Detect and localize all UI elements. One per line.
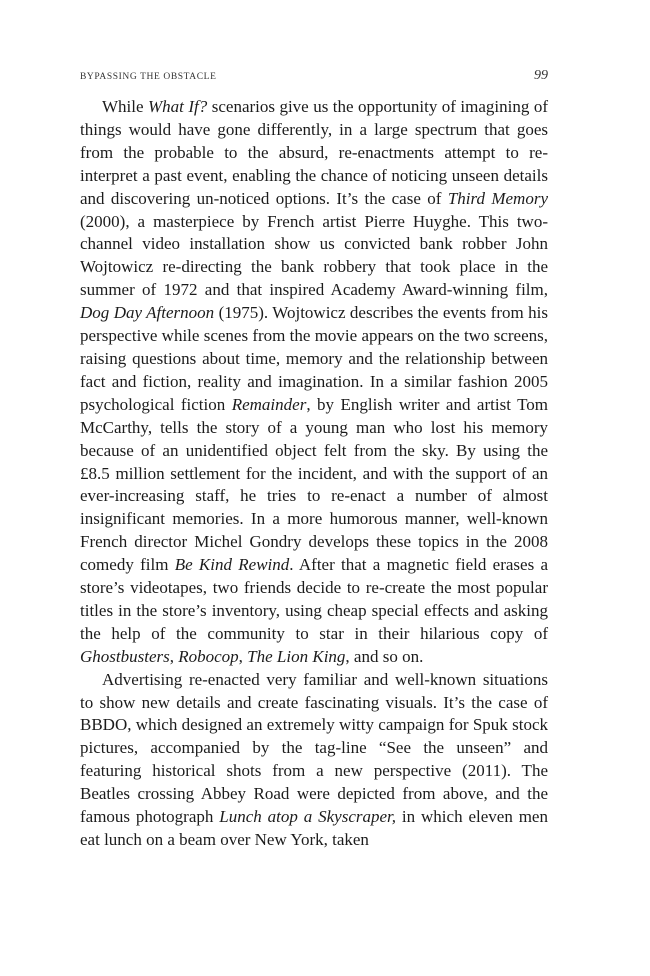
italic-title-run: Remainder	[231, 394, 307, 414]
italic-title-run: Ghostbusters	[80, 646, 170, 666]
italic-title-run: Robocop	[178, 646, 239, 666]
paragraph-1	[80, 96, 548, 669]
text-run: Advertising re-enacted very familiar and well-known situations to show new details and create fascinating visuals. It’s the case of BBDO, which designed an extremely witty campaign for Spuk stock pictures, accompanied by the tag-line “See the unseen” and featuring historical shots from a new perspective (2011). The Beatles crossing Abbey Road were depicted from above, and the famous photograph	[80, 669, 548, 827]
text-run: ,	[169, 646, 179, 666]
page-number: 99	[534, 68, 548, 83]
text-run: . After that a magnetic field erases a store’s videotapes, two friends decide to re-create the most popular titles in the store’s inventory, using cheap special effects and asking the help of the community to star in their hilarious copy of	[80, 555, 549, 643]
body-text	[80, 96, 548, 852]
text-run: While	[102, 97, 149, 116]
running-title: BYPASSING THE OBSTACLE	[80, 72, 217, 82]
italic-title-run: The Lion King	[247, 646, 346, 666]
text-run: , by English writer and artist Tom McCarthy, tells the story of a young man who lost his memory because of an unidentified object felt from the sky. By using the £8.5 million settlement for the incident, and with the support of an ever-increasing staff, he tries to re-enact a number of almost insignificant memories. In a more humorous manner, well-known French director Michel Gondry develops these topics in the 2008 comedy film	[80, 394, 548, 575]
text-run: (2000), a masterpiece by French artist Pierre Huyghe. This two-channel video installation show us convicted bank robber John Wojtowicz re-directing the bank robbery that took place in the summer of 1972 and that inspired Academy Award-winning film,	[80, 211, 548, 300]
paragraph-2	[80, 669, 548, 852]
italic-title-run: Lunch atop a Skyscraper,	[219, 807, 397, 827]
italic-title-run: Third Memory	[447, 188, 548, 208]
text-run: scenarios give us the opportunity of imagining of things would have gone differently, in a large spectrum that goes from the probable to the absurd, re-enactments attempt to re-interpret a past event, enabling the chance of noticing unseen details and discovering un-noticed options. It’s the case of	[80, 97, 548, 208]
text-run: ,	[238, 646, 248, 666]
italic-title-run: Dog Day Afternoon	[80, 303, 215, 323]
italic-title-run: What If?	[148, 97, 208, 116]
text-run: in which eleven men eat lunch on a beam over New York, taken	[80, 807, 548, 849]
text-run: , and so on.	[345, 646, 424, 666]
running-head	[80, 68, 548, 84]
text-run: (1975). Wojtowicz describes the events from his perspective while scenes from the movie appears on the two screens, raising questions about time, memory and the relationship between fact and fiction, reality and imagination. In a similar fashion 2005 psychological fiction	[80, 303, 548, 414]
italic-title-run: Be Kind Rewind	[174, 555, 290, 575]
